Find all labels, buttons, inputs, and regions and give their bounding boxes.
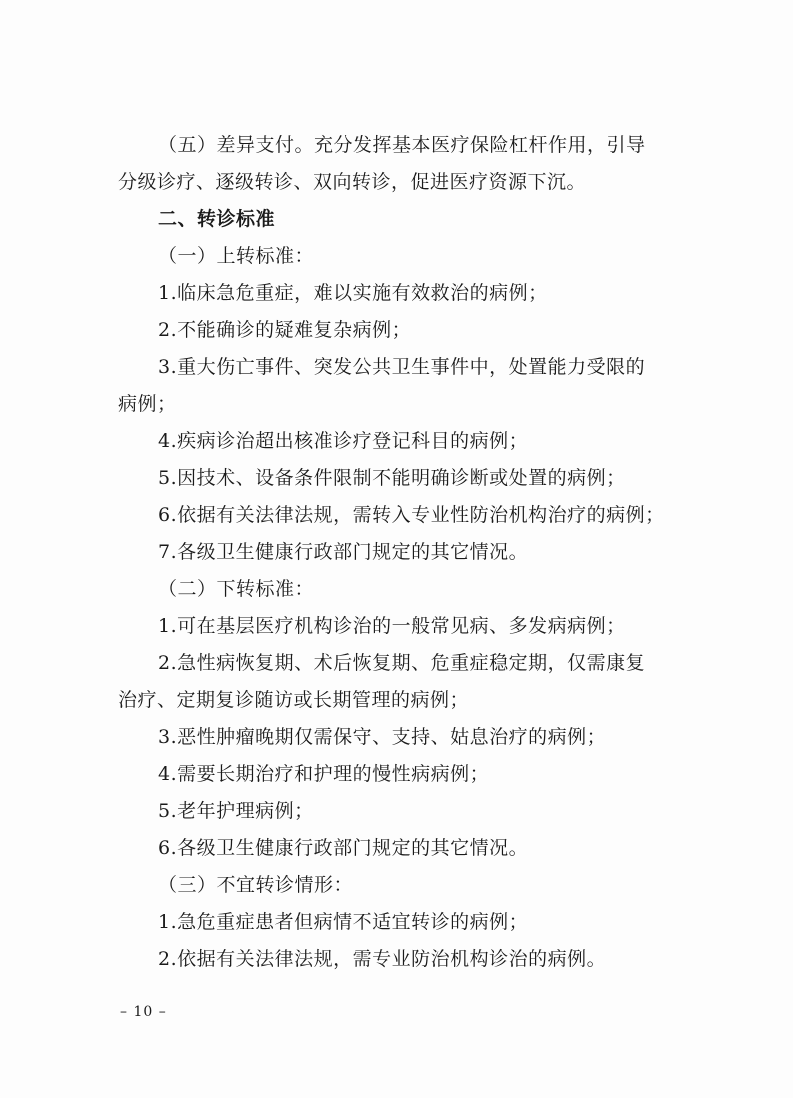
text-line: 7.各级卫生健康行政部门规定的其它情况。 [158,541,529,563]
document-body [118,127,693,978]
text-line: 治疗、定期复诊随访或长期管理的病例； [118,689,470,711]
text-line: （三）不宜转诊情形： [158,874,354,896]
text-line: 分级诊疗、逐级转诊、双向转诊，促进医疗资源下沉。 [118,171,587,193]
text-line: 6.依据有关法律法规，需转入专业性防治机构治疗的病例； [158,504,665,526]
text-line: 5.因技术、设备条件限制不能明确诊断或处置的病例； [158,467,626,489]
text-line: 4.疾病诊治超出核准诊疗登记科目的病例； [158,430,529,452]
text-line: 病例； [118,393,177,415]
text-line: 4.需要长期治疗和护理的慢性病病例； [158,763,490,785]
text-line: 2.急性病恢复期、术后恢复期、危重症稳定期，仅需康复 [158,652,646,674]
text-line: （一）上转标准： [158,245,315,267]
text-line: 1.可在基层医疗机构诊治的一般常见病、多发病病例； [158,615,626,637]
text-line: 2.不能确诊的疑难复杂病例； [158,319,412,341]
text-line: 3.重大伤亡事件、突发公共卫生事件中，处置能力受限的 [158,356,646,378]
section-heading: 二、转诊标准 [158,208,276,230]
text-line: 5.老年护理病例； [158,800,314,822]
text-line: 3.恶性肿瘤晚期仅需保守、支持、姑息治疗的病例； [158,726,607,748]
page-number: – 10 – [120,1004,167,1020]
text-line: 1.临床急危重症，难以实施有效救治的病例； [158,282,548,304]
text-line: 1.急危重症患者但病情不适宜转诊的病例； [158,911,529,933]
text-line: 6.各级卫生健康行政部门规定的其它情况。 [158,837,529,859]
text-line: （二）下转标准： [158,578,315,600]
text-line: （五）差异支付。充分发挥基本医疗保险杠杆作用，引导 [158,134,646,156]
text-line: 2.依据有关法律法规，需专业防治机构诊治的病例。 [158,948,607,970]
